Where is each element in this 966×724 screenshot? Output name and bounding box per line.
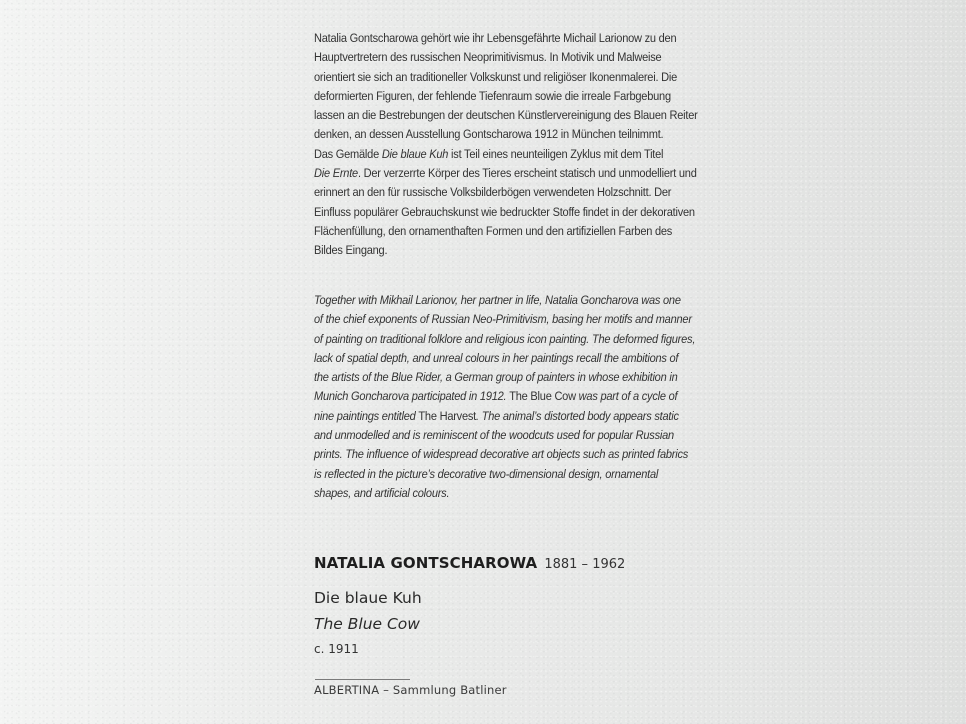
text-line: of the chief exponents of Russian Neo-Primitivism, basing her motifs and manner — [314, 312, 692, 327]
artwork-title-inline: Die blaue Kuh — [381, 146, 449, 161]
text-line: Flächenfüllung, den ornamenthaften Formen und den artifiziellen Farben des — [314, 223, 673, 238]
artist-row — [314, 553, 625, 572]
collection-credit: ALBERTINA – Sammlung Batliner — [314, 683, 507, 697]
text-line — [314, 387, 734, 406]
cycle-title-inline: Die Ernte — [314, 166, 358, 181]
artwork-date: c. 1911 — [314, 642, 359, 656]
text-segment: . The animal’s distorted body appears static — [476, 408, 679, 423]
text-line: lassen an die Bestrebungen der deutschen Künstlervereinigung des Blauen Reiter — [314, 108, 698, 123]
artwork-title-inline: The Blue Cow — [509, 389, 576, 404]
text-line: of painting on traditional folklore and religious icon painting. The deformed figures, — [314, 331, 696, 346]
artwork-caption — [314, 553, 626, 697]
text-line — [314, 145, 734, 164]
artwork-title-german: Die blaue Kuh — [314, 589, 422, 607]
text-line: Hauptvertretern des russischen Neoprimitivismus. In Motivik und Malweise — [314, 50, 662, 65]
text-segment: . Der verzerrte Körper des Tieres erscheint statisch und unmodelliert und — [357, 166, 697, 181]
divider — [315, 679, 410, 680]
artist-dates: 1881 – 1962 — [544, 557, 626, 572]
text-line: denken, an dessen Ausstellung Gontscharowa 1912 in München teilnimmt. — [314, 127, 664, 142]
german-description — [314, 29, 734, 261]
text-line: Together with Mikhail Larionov, her partner in life, Natalia Goncharova was one — [314, 293, 681, 307]
text-segment: Das Gemälde — [314, 146, 382, 161]
text-line: Bildes Eingang. — [314, 243, 388, 258]
text-line — [314, 164, 734, 183]
text-line: shapes, and artificial colours. — [314, 485, 450, 500]
text-segment: Munich Goncharova participated in 1912. — [314, 389, 510, 404]
artist-name: NATALIA GONTSCHAROWA — [314, 554, 538, 572]
artwork-title-english: The Blue Cow — [314, 615, 420, 633]
text-segment: was part of a cycle of — [575, 389, 678, 404]
text-line: Einfluss populärer Gebrauchskunst wie bedruckter Stoffe findet in der dekorativen — [314, 204, 695, 219]
text-line: lack of spatial depth, and unreal colours in her paintings recall the ambitions of — [314, 350, 679, 365]
text-line — [314, 407, 734, 426]
text-line: deformierten Figuren, der fehlende Tiefenraum sowie die irreale Farbgebung — [314, 88, 671, 103]
english-description — [314, 291, 734, 503]
text-segment: nine paintings entitled — [314, 408, 419, 423]
text-line: is reflected in the picture’s decorative two-dimensional design, ornamental — [314, 466, 659, 481]
text-line: erinnert an den für russische Volksbilderbögen verwendeten Holzschnitt. Der — [314, 185, 672, 200]
text-line: prints. The influence of widespread decorative art objects such as printed fabrics — [314, 447, 689, 462]
cycle-title-inline: The Harvest — [418, 408, 477, 423]
text-line: Natalia Gontscharowa gehört wie ihr Lebensgefährte Michail Larionow zu den — [314, 31, 677, 45]
text-line: the artists of the Blue Rider, a German group of painters in whose exhibition in — [314, 370, 678, 385]
text-line: orientiert sie sich an traditioneller Volkskunst und religiöser Ikonenmalerei. Die — [314, 69, 678, 84]
text-line: and unmodelled and is reminiscent of the woodcuts used for popular Russian — [314, 428, 674, 443]
text-segment: ist Teil eines neunteiligen Zyklus mit dem Titel — [448, 146, 664, 161]
